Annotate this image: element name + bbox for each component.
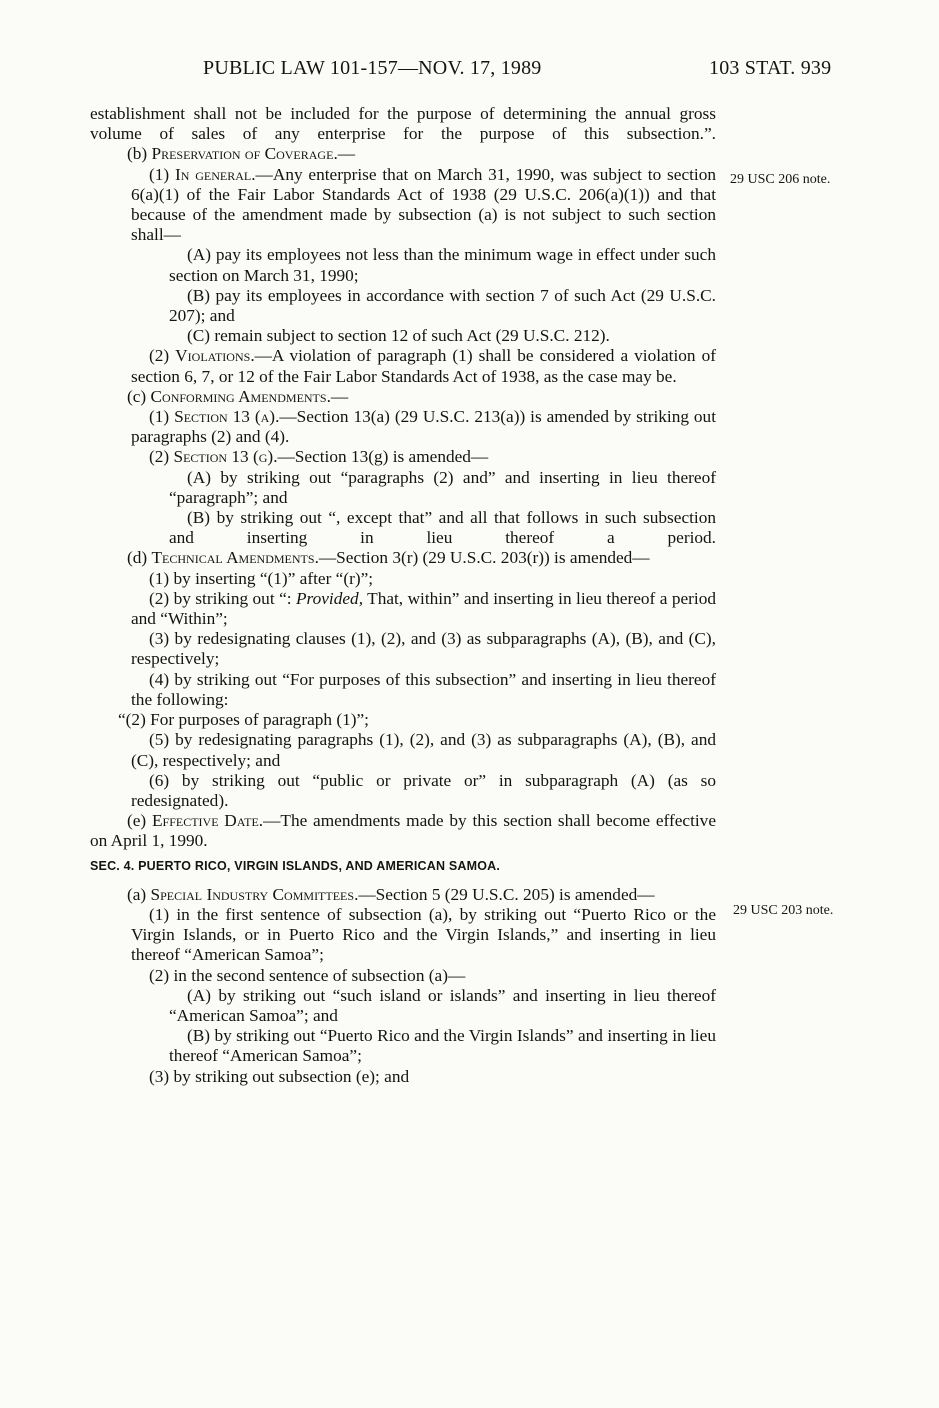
paragraph-d4: (4) by striking out “For purposes of this subsection” and inserting in lieu thereof the following:	[131, 669, 716, 709]
paragraph-heading: Section 13 (g)	[173, 447, 274, 467]
clause-4a2-a: (A) by striking out “such island or islands” and inserting in lieu thereof “American Samoa”; and	[169, 985, 716, 1025]
paragraph-heading: In general	[174, 164, 252, 184]
subsection-d: (d) Technical Amendments.—Section 3(r) (29 U.S.C. 203(r)) is amended—	[127, 548, 650, 568]
statute-body	[90, 104, 716, 1087]
subsection-heading: Effective Date	[151, 811, 259, 831]
paragraph-c1: (1) Section 13 (a).—Section 13(a) (29 U.S.C. 213(a)) is amended by striking out paragraphs (2) and (4).	[131, 407, 716, 447]
margin-note-usc-203: 29 USC 203 note.	[733, 903, 834, 918]
paragraph-heading: Violations	[175, 346, 251, 366]
subsection-b: (b) Preservation of Coverage.—	[127, 144, 356, 164]
clause-b1-a: (A) pay its employees not less than the minimum wage in effect under such section on March 31, 1990;	[169, 245, 716, 285]
subsection-heading: Technical Amendments	[151, 548, 315, 568]
quoted-text: “(2) For purposes of paragraph (1)”;	[118, 710, 369, 730]
paragraph-d3: (3) by redesignating clauses (1), (2), and (3) as subparagraphs (A), (B), and (C), respectively;	[131, 629, 716, 669]
paragraph-heading: Section 13 (a)	[174, 407, 276, 427]
paragraph-b1: (1) In general.—Any enterprise that on March 31, 1990, was subject to section 6(a)(1) of the Fair Labor Standards Act of 1938 (29 U.S.C. 206(a)(1)) and that because of the amendment made by subsection (a) is not subject to such section shall—	[131, 164, 716, 245]
paragraph-4a1: (1) in the first sentence of subsection (a), by striking out “Puerto Rico or the Virgin Islands, or in Puerto Rico and the Virgin Islands,” and inserting in lieu thereof “American Samoa”;	[131, 904, 716, 965]
paragraph-d6: (6) by striking out “public or private or” in subparagraph (A) (as so redesignated).	[131, 770, 716, 810]
clause-4a2-b: (B) by striking out “Puerto Rico and the Virgin Islands” and inserting in lieu thereof “American Samoa”;	[169, 1026, 716, 1066]
paragraph-4a2: (2) in the second sentence of subsection (a)—	[149, 965, 466, 985]
paragraph-4a3: (3) by striking out subsection (e); and	[149, 1066, 410, 1086]
running-head-page: 103 STAT. 939	[709, 57, 832, 79]
running-head-title: PUBLIC LAW 101-157—NOV. 17, 1989	[203, 57, 542, 79]
clause-b1-c: (C) remain subject to section 12 of such Act (29 U.S.C. 212).	[187, 326, 610, 346]
paragraph-b2: (2) Violations.—A violation of paragraph (1) shall be considered a violation of section 6, 7, or 12 of the Fair Labor Standards Act of 1938, as the case may be.	[131, 346, 716, 386]
paragraph-d2: (2) by striking out “: Provided, That, within” and inserting in lieu thereof a period and “Within”;	[131, 588, 716, 629]
paragraph-d1: (1) by inserting “(1)” after “(r)”;	[149, 568, 374, 588]
subsection-4a: (a) Special Industry Committees.—Section 5 (29 U.S.C. 205) is amended—	[127, 884, 655, 904]
clause-c2-a: (A) by striking out “paragraphs (2) and” and inserting in lieu thereof “paragraph”; and	[169, 467, 716, 507]
clause-b1-b: (B) pay its employees in accordance with section 7 of such Act (29 U.S.C. 207); and	[169, 285, 716, 326]
subsection-heading: Preservation of Coverage	[151, 144, 334, 164]
italic-term: Provided,	[295, 588, 364, 608]
paragraph-continuation: establishment shall not be included for the purpose of determining the annual gross volume of sales of any enterprise for the purpose of this subsection.”.	[90, 104, 716, 144]
subsection-heading: Special Industry Committees	[150, 884, 355, 904]
margin-note-usc-206: 29 USC 206 note.	[730, 172, 831, 187]
clause-c2-b: (B) by striking out “, except that” and all that follows in such subsection and inserting in lieu thereof a period.	[169, 508, 716, 548]
paragraph-d5: (5) by redesignating paragraphs (1), (2), and (3) as subparagraphs (A), (B), and (C), respectively; and	[131, 730, 716, 770]
subsection-heading: Conforming Amendments	[150, 386, 327, 406]
section-heading: SEC. 4. PUERTO RICO, VIRGIN ISLANDS, AND AMERICAN SAMOA.	[90, 858, 501, 873]
subsection-c: (c) Conforming Amendments.—	[127, 386, 349, 406]
paragraph-c2: (2) Section 13 (g).—Section 13(g) is amended—	[149, 447, 489, 467]
subsection-e: (e) Effective Date.—The amendments made by this section shall become effective on April 1, 1990.	[90, 811, 716, 851]
